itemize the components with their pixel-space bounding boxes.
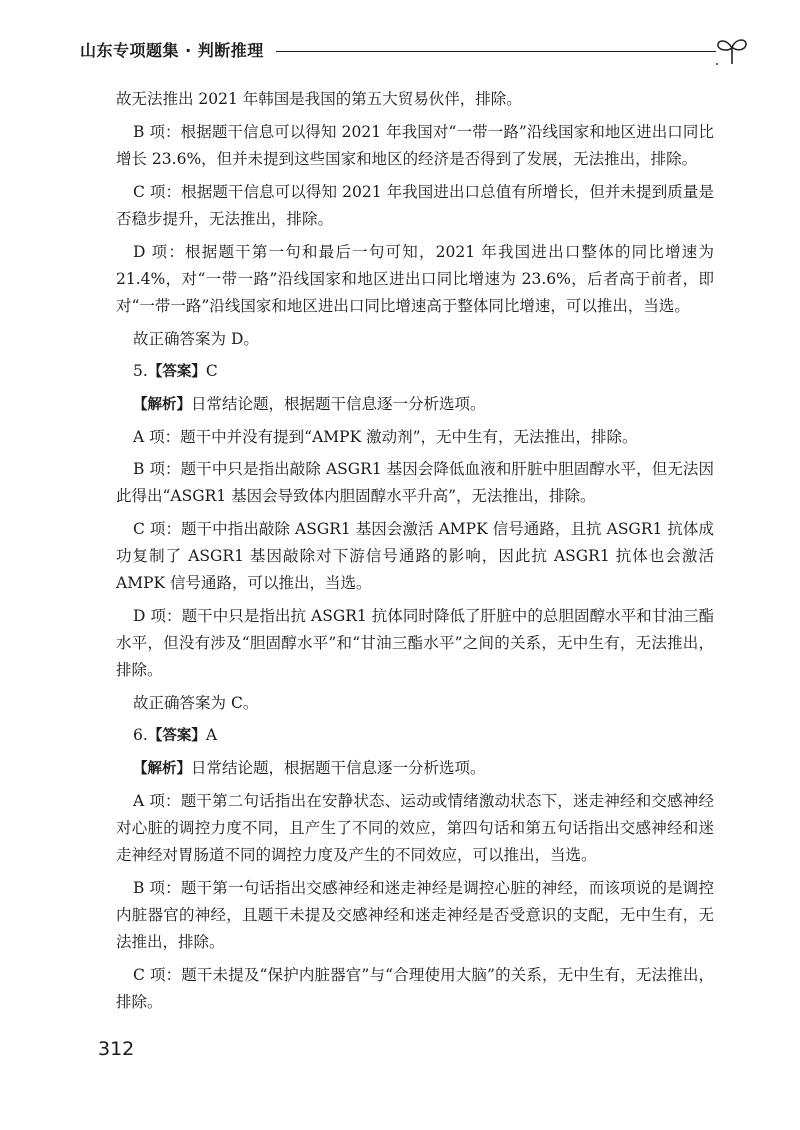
q5-option-a: A 项：题干中并没有提到“AMPK 激动剂”，无中生有，无法推出，排除。	[133, 428, 638, 446]
paragraph-option-d: D 项：根据题干第一句和最后一句可知，2021 年我国进出口整体的同比增速为 21.4%，对“一带一路”沿线国家和地区进出口同比增速为 23.6%，后者高于前者，即对“一带一路”沿线国家和地区进出口同比增速高于整体同比增速，可以推出，当选。	[116, 243, 714, 315]
q5-analysis-tag: 【解析】	[133, 397, 192, 413]
q5-option-b: B 项：题干中只是指出敲除 ASGR1 基因会降低血液和肝脏中胆固醇水平，但无法因此得出“ASGR1 基因会导致体内胆固醇水平升高”，无法推出，排除。	[116, 460, 714, 505]
q6-analysis-line	[116, 755, 714, 783]
q6-analysis-tag: 【解析】	[133, 761, 192, 777]
paragraph-option-c: C 项：根据题干信息可以得知 2021 年我国进出口总值有所增长，但并未提到质量是否稳步提升，无法推出，排除。	[116, 183, 714, 228]
q5-option-c: C 项：题干中指出敲除 ASGR1 基因会激活 AMPK 信号通路，且抗 ASGR1 抗体成功复制了 ASGR1 基因敲除对下游信号通路的影响，因此抗 ASGR1 抗体也会激活 AMPK 信号通路，可以推出，当选。	[116, 520, 714, 592]
header-rule	[276, 51, 716, 52]
q5-analysis-line	[116, 391, 714, 419]
q5-conclusion: 故正确答案为 C。	[133, 694, 259, 712]
running-header	[80, 38, 730, 68]
q6-answer: A	[205, 726, 218, 744]
q6-option-a: A 项：题干第二句话指出在安静状态、运动或情绪激动状态下，迷走神经和交感神经对心脏的调控力度不同，且产生了不同的效应，第四句话和第五句话指出交感神经和迷走神经对胃肠道不同的调控力度及产生的不同效应，可以推出，当选。	[116, 792, 714, 864]
q5-answer-line	[116, 358, 714, 386]
paragraph-option-b: B 项：根据题干信息可以得知 2021 年我国对“一带一路”沿线国家和地区进出口同比增长 23.6%，但并未提到这些国家和地区的经济是否得到了发展，无法推出，排除。	[116, 123, 714, 168]
paragraph: 故无法推出 2021 年韩国是我国的第五大贸易伙伴，排除。	[116, 90, 522, 108]
q5-number: 5.	[133, 362, 148, 380]
page-body	[116, 86, 714, 1022]
sprout-icon	[712, 34, 752, 68]
header-title: 山东专项题集 · 判断推理	[80, 41, 264, 60]
q6-option-b: B 项：题干第一句话指出交感神经和迷走神经是调控心脏的神经，而该项说的是调控内脏器官的神经，且题干未提及交感神经和迷走神经是否受意识的支配，无中生有，无法推出，排除。	[116, 879, 714, 951]
q5-option-d: D 项：题干中只是指出抗 ASGR1 抗体同时降低了肝脏中的总胆固醇水平和甘油三酯水平，但没有涉及“胆固醇水平”和“甘油三酯水平”之间的关系，无中生有，无法推出，排除。	[116, 607, 714, 679]
q6-answer-tag: 【答案】	[147, 728, 206, 744]
q6-answer-line	[116, 722, 714, 750]
q6-number: 6.	[133, 726, 148, 744]
q6-analysis: 日常结论题，根据题干信息逐一分析选项。	[191, 759, 486, 777]
page-number: 312	[98, 1038, 135, 1060]
paragraph-conclusion: 故正确答案为 D。	[133, 330, 259, 348]
q6-option-c: C 项：题干未提及“保护内脏器官”与“合理使用大脑”的关系，无中生有，无法推出，排除。	[116, 966, 714, 1011]
q5-answer: C	[205, 362, 218, 380]
q5-answer-tag: 【答案】	[147, 364, 206, 380]
q5-analysis: 日常结论题，根据题干信息逐一分析选项。	[191, 395, 486, 413]
